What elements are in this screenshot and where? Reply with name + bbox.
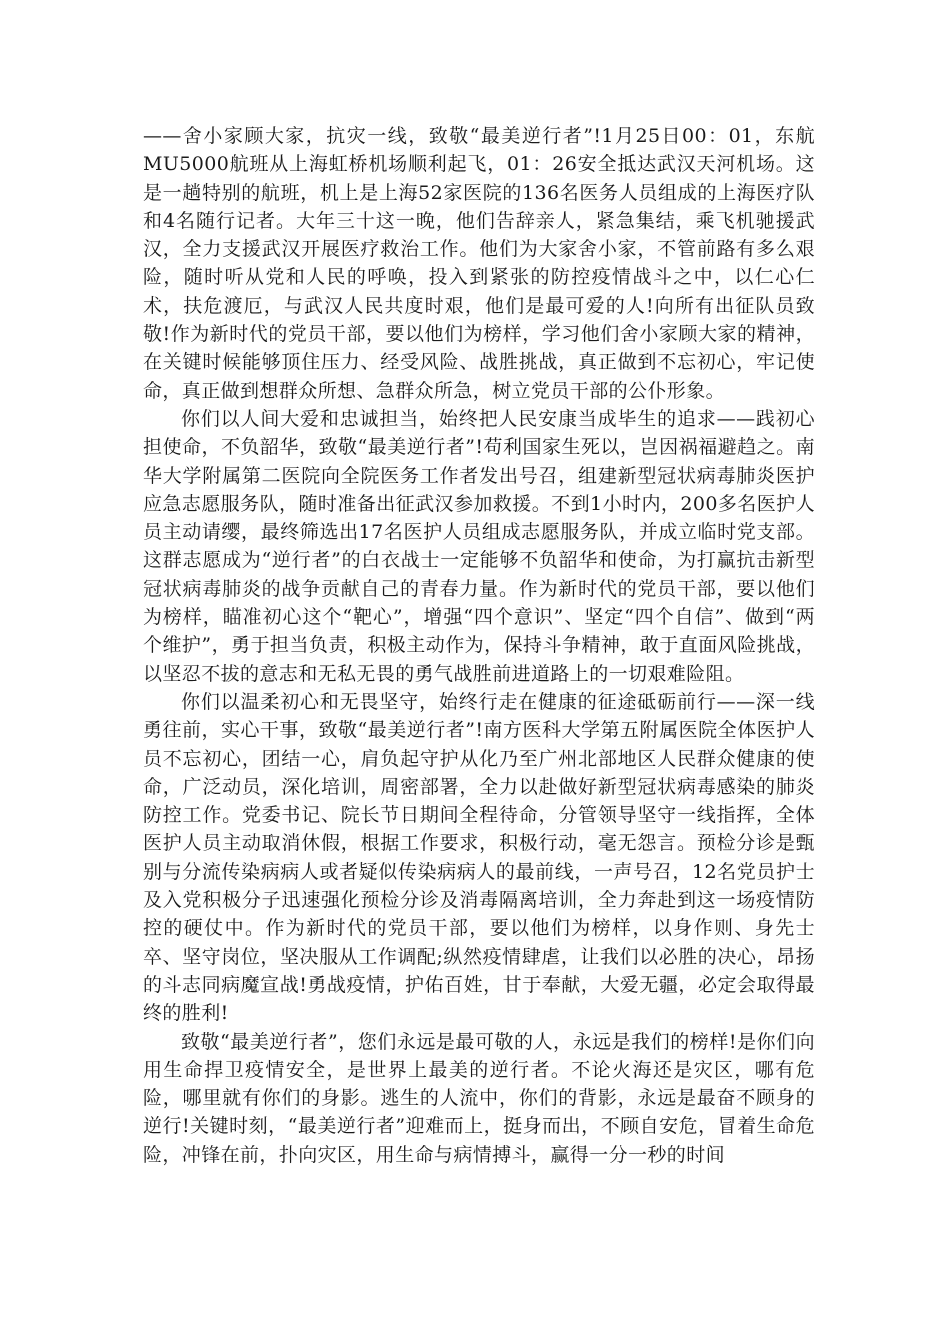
paragraph-1: ——舍小家顾大家，抗灾一线，致敬“最美逆行者”!1月25日00：01，东航MU5000航班从上海虹桥机场顺利起飞，01：26安全抵达武汉天河机场。这是一趟特别的航班，机上是上海52家医院的136名医务人员组成的上海医疗队和4名随行记者。大年三十这一晚，他们告辞亲人，紧急集结，乘飞机驰援武汉，全力支援武汉开展医疗救治工作。他们为大家舍小家，不管前路有多么艰险，随时听从党和人民的呼唤，投入到紧张的防控疫情战斗之中，以仁心仁术，扶危渡厄，与武汉人民共度时艰，他们是最可爱的人!向所有出征队员致敬!作为新时代的党员干部，要以他们为榜样，学习他们舍小家顾大家的精神，在关键时候能够顶住压力、经受风险、战胜挑战，真正做到不忘初心，牢记使命，真正做到想群众所想、急群众所急，树立党员干部的公仆形象。	[143, 125, 815, 402]
paragraph-3: 你们以温柔初心和无畏坚守，始终行走在健康的征途砥砺前行——深一线勇往前，实心干事，致敬“最美逆行者”!南方医科大学第五附属医院全体医护人员不忘初心，团结一心，肩负起守护从化乃至广州北部地区人民群众健康的使命，广泛动员，深化培训，周密部署，全力以赴做好新型冠状病毒感染的肺炎防控工作。党委书记、院长节日期间全程待命，分管领导坚守一线指挥，全体医护人员主动取消休假，根据工作要求，积极行动，毫无怨言。预检分诊是甄别与分流传染病病人或者疑似传染病病人的最前线，一声号召，12名党员护士及入党积极分子迅速强化预检分诊及消毒隔离培训，全力奔赴到这一场疫情防控的硬仗中。作为新时代的党员干部，要以他们为榜样，以身作则、身先士卒、坚守岗位，坚决服从工作调配;纵然疫情肆虐，让我们以必胜的决心，昂扬的斗志同病魔宣战!勇战疫情，护佑百姓，甘于奉献，大爱无疆，必定会取得最终的胜利!	[143, 690, 815, 1025]
paragraph-4: 致敬“最美逆行者”，您们永远是最可敬的人，永远是我们的榜样!是你们向用生命捍卫疫情安全，是世界上最美的逆行者。不论火海还是灾区，哪有危险，哪里就有你们的身影。逃生的人流中，你们的背影，永远是最奋不顾身的逆行!关键时刻，“最美逆行者”迎难而上，挺身而出，不顾自安危，冒着生命危险，冲锋在前，扑向灾区，用生命与病情搏斗，赢得一分一秒的时间	[143, 1030, 815, 1166]
document-body	[143, 122, 815, 1169]
paragraph-2: 你们以人间大爱和忠诚担当，始终把人民安康当成毕生的追求——践初心担使命，不负韶华，致敬“最美逆行者”!苟利国家生死以，岂因祸福避趋之。南华大学附属第二医院向全院医务工作者发出号召，组建新型冠状病毒肺炎医护应急志愿服务队，随时准备出征武汉参加救援。不到1小时内，200多名医护人员主动请缨，最终筛选出17名医护人员组成志愿服务队，并成立临时党支部。这群志愿成为“逆行者”的白衣战士一定能够不负韶华和使命，为打赢抗击新型冠状病毒肺炎的战争贡献自己的青春力量。作为新时代的党员干部，要以他们为榜样，瞄准初心这个“靶心”，增强“四个意识”、坚定“四个自信”、做到“两个维护”，勇于担当负责，积极主动作为，保持斗争精神，敢于直面风险挑战，以坚忍不拔的意志和无私无畏的勇气战胜前进道路上的一切艰难险阻。	[143, 407, 815, 685]
